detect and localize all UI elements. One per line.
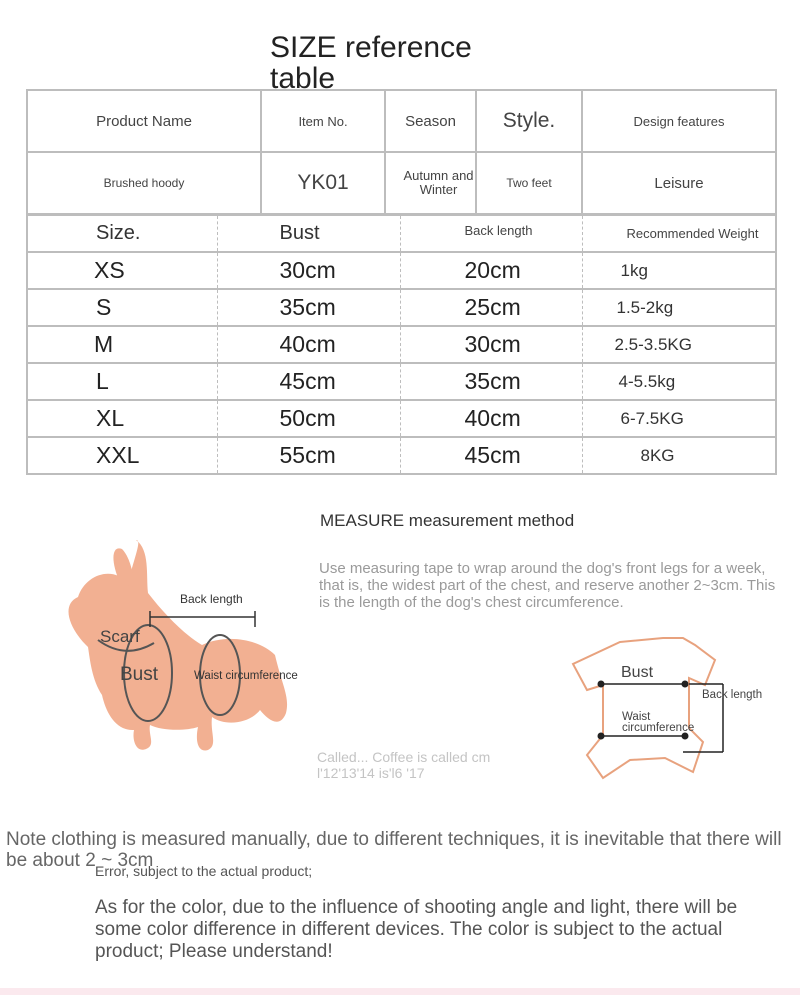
size-header-weight: Recommended Weight	[582, 215, 776, 252]
size-cell: M	[27, 326, 217, 363]
faint-line-1: Called... Coffee is called cm	[317, 749, 491, 765]
size-cell: L	[27, 363, 217, 400]
weight-cell: 1.5-2kg	[582, 289, 776, 326]
size-row	[27, 400, 776, 437]
size-header-size: Size.	[27, 215, 217, 252]
page-title: SIZE reference table	[270, 31, 472, 95]
size-header-back-length: Back length	[400, 215, 582, 252]
dog-measurement-diagram	[50, 535, 310, 760]
measure-text: Use measuring tape to wrap around the dog's front legs for a week, that is, the widest part of the chest, and reserve another 2~3cm. This is the length of the dog's chest circumference.	[319, 560, 776, 611]
size-cell: XXL	[27, 437, 217, 474]
product-info-table	[26, 89, 777, 215]
info-header-row	[27, 90, 776, 152]
measurement-note: Note clothing is measured manually, due to different techniques, it is inevitable that there will be about 2 ~ 3cm	[6, 829, 782, 871]
size-row	[27, 326, 776, 363]
weight-cell: 6-7.5KG	[582, 400, 776, 437]
size-header-row	[27, 215, 776, 252]
bottom-strip	[0, 988, 800, 995]
bust-cell: 55cm	[217, 437, 400, 474]
dog-waist-label: Waist circumference	[194, 670, 298, 682]
size-cell: XL	[27, 400, 217, 437]
garment-waist-label: Waist	[622, 711, 651, 723]
size-cell: XS	[27, 252, 217, 289]
bust-cell: 50cm	[217, 400, 400, 437]
value-design-features: Leisure	[582, 152, 776, 214]
size-row	[27, 252, 776, 289]
waist-dot-left	[598, 733, 605, 740]
size-row	[27, 289, 776, 326]
dog-scarf-label: Scarf	[100, 627, 140, 646]
garment-back-length-label: Back length	[702, 689, 763, 701]
garment-circumference-label: circumference	[622, 722, 695, 734]
value-season: Autumn and Winter	[385, 152, 476, 214]
value-product-name: Brushed hoody	[27, 152, 261, 214]
weight-cell: 1kg	[582, 252, 776, 289]
garment-outline	[573, 638, 715, 778]
header-item-no: Item No.	[261, 90, 385, 152]
back-length-cell: 25cm	[400, 289, 582, 326]
back-length-cell: 45cm	[400, 437, 582, 474]
bust-cell: 45cm	[217, 363, 400, 400]
weight-cell: 4-5.5kg	[582, 363, 776, 400]
dog-bust-label: Bust	[120, 664, 159, 685]
header-design-features: Design features	[582, 90, 776, 152]
size-table	[26, 214, 777, 475]
color-note: As for the color, due to the influence of shooting angle and light, there will be some color difference in different devices. The color is subject to the actual product; Please understand!	[95, 897, 738, 962]
garment-measurement-diagram	[565, 600, 780, 785]
back-length-cell: 30cm	[400, 326, 582, 363]
bust-dot-left	[598, 681, 605, 688]
measure-title: MEASURE measurement method	[320, 511, 575, 530]
faint-caption	[317, 749, 557, 781]
dog-back-length-label: Back length	[180, 592, 243, 606]
error-note: Error, subject to the actual product;	[95, 863, 313, 879]
garment-bust-label: Bust	[621, 664, 654, 681]
size-row	[27, 363, 776, 400]
back-length-cell: 40cm	[400, 400, 582, 437]
weight-cell: 2.5-3.5KG	[582, 326, 776, 363]
weight-cell: 8KG	[582, 437, 776, 474]
bust-cell: 40cm	[217, 326, 400, 363]
bust-cell: 35cm	[217, 289, 400, 326]
header-style: Style.	[476, 90, 582, 152]
bust-dot-right	[682, 681, 689, 688]
back-length-cell: 35cm	[400, 363, 582, 400]
header-product-name: Product Name	[27, 90, 261, 152]
header-season: Season	[385, 90, 476, 152]
size-row	[27, 437, 776, 474]
back-length-cell: 20cm	[400, 252, 582, 289]
bust-cell: 30cm	[217, 252, 400, 289]
faint-line-2: l'12'13'14 is'l6 '17	[317, 765, 425, 781]
info-value-row	[27, 152, 776, 214]
value-item-no: YK01	[261, 152, 385, 214]
size-header-bust: Bust	[217, 215, 400, 252]
value-style: Two feet	[476, 152, 582, 214]
size-cell: S	[27, 289, 217, 326]
